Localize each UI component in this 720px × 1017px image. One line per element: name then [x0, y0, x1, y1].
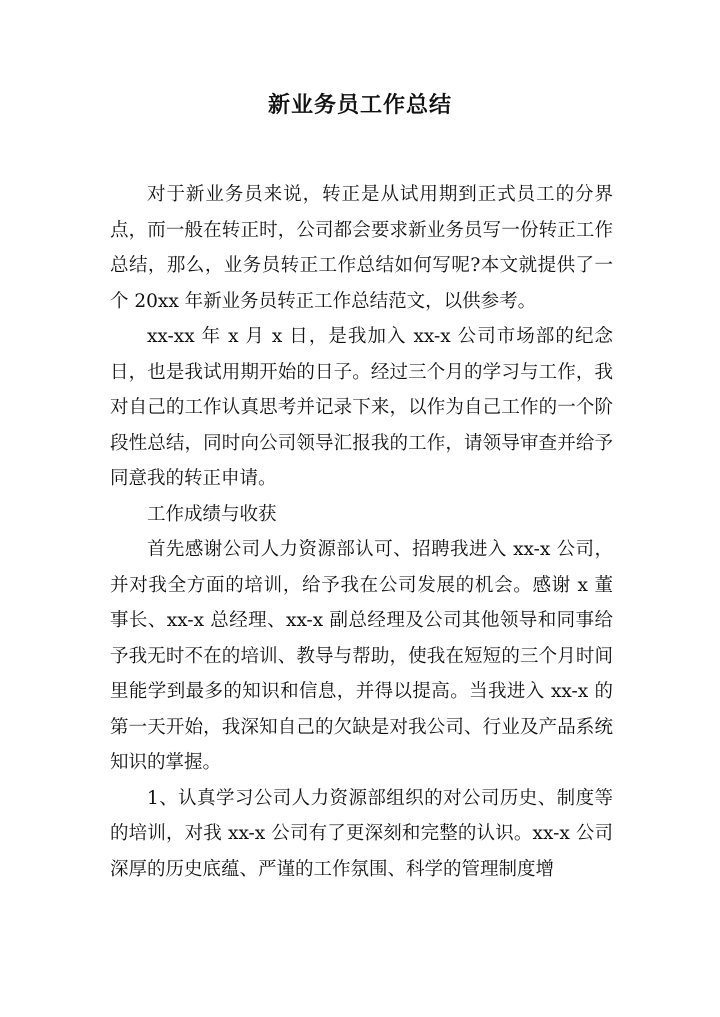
- paragraph-intro: 对于新业务员来说，转正是从试用期到正式员工的分界点，而一般在转正时，公司都会要求新业务员写一份转正工作总结，那么，业务员转正工作总结如何写呢?本文就提供了一个 20xx 年新业务员转正工作总结范文，以供参考。: [110, 184, 613, 312]
- document-title: 新业务员工作总结: [267, 93, 452, 118]
- section-heading-achievements: 工作成绩与收获: [147, 503, 277, 525]
- paragraph-join-date: xx-xx 年 x 月 x 日，是我加入 xx-x 公司市场部的纪念日，也是我试用期开始的日子。经过三个月的学习与工作，我对自己的工作认真思考并记录下来，以作为自己工作的一个阶段性总结，同时向公司领导汇报我的工作，请领导审查并给予同意我的转正申请。: [110, 326, 613, 489]
- paragraph-thanks: 首先感谢公司人力资源部认可、招聘我进入 xx-x 公司，并对我全方面的培训，给予我在公司发展的机会。感谢 x 董事长、xx-x 总经理、xx-x 副总经理及公司其他领导和同事给予我无时不在的培训、教导与帮助，使我在短短的三个月时间里能学到最多的知识和信息，并得以提高。当我进入 xx-x 的第一天开始，我深知自己的欠缺是对我公司、行业及产品系统知识的掌握。: [110, 539, 613, 773]
- paragraph-point-1: 1、认真学习公司人力资源部组织的对公司历史、制度等的培训，对我 xx-x 公司有了更深刻和完整的认识。xx-x 公司深厚的历史底蕴、严谨的工作氛围、科学的管理制度增: [110, 787, 613, 880]
- document-body: [110, 177, 613, 887]
